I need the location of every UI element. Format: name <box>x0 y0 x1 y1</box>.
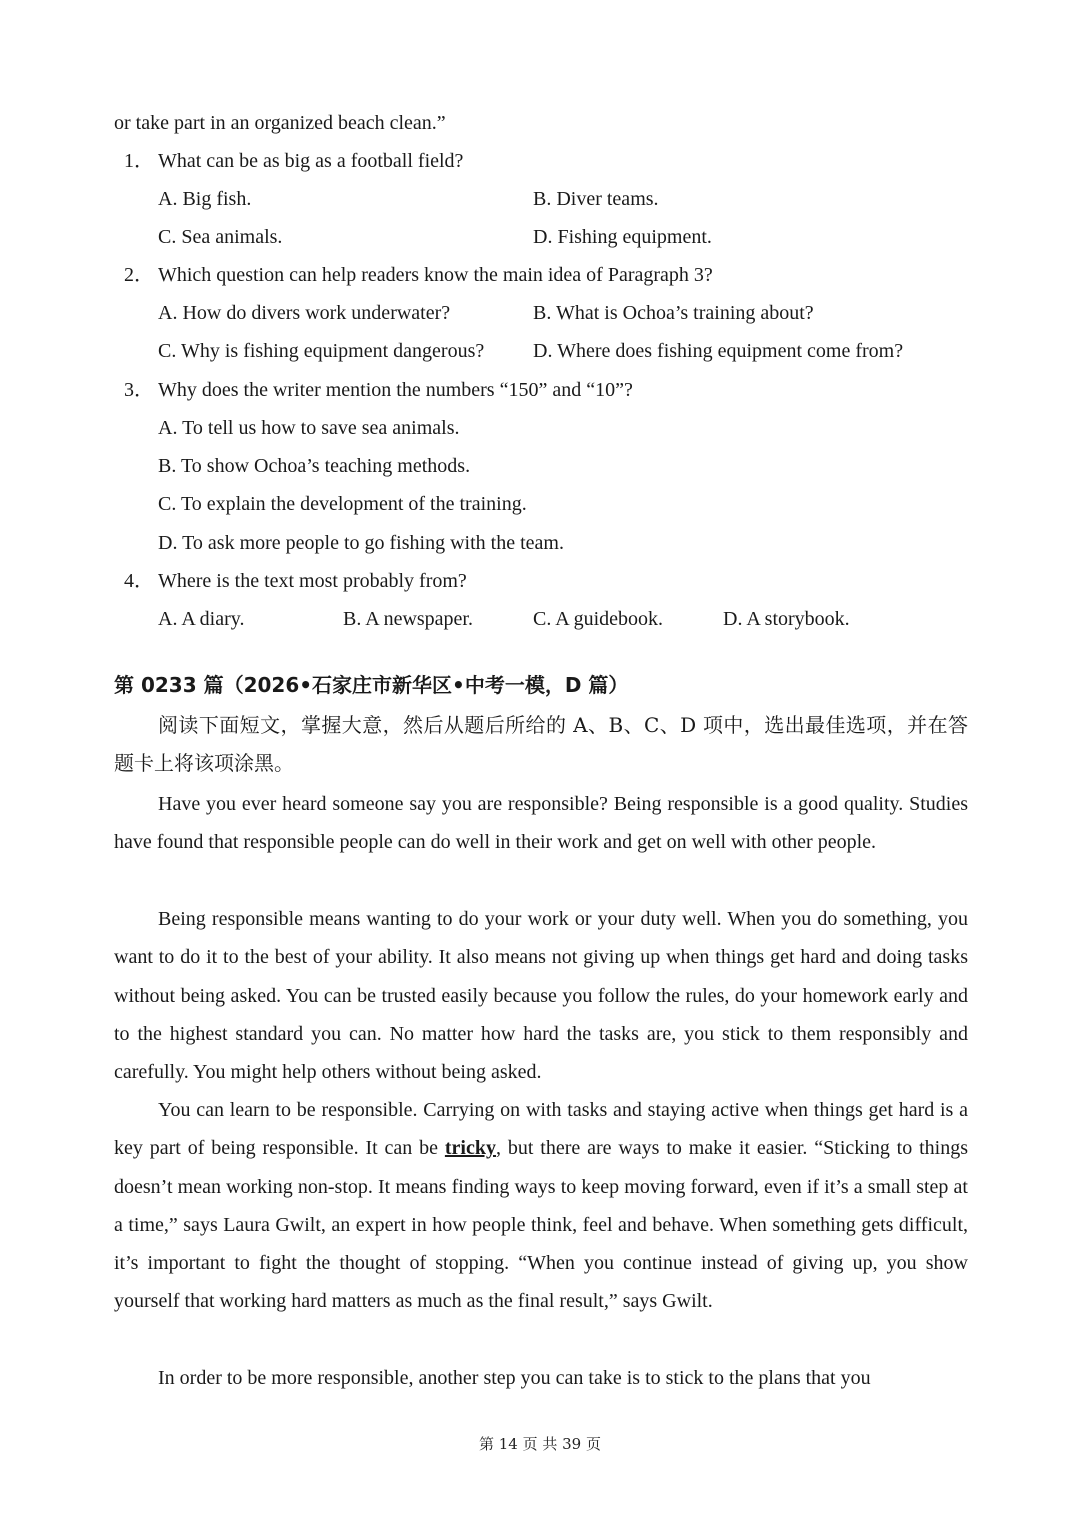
option-1a: A. Big fish. <box>158 188 252 210</box>
option-3d: D. To ask more people to go fishing with the team. <box>158 532 564 554</box>
option-4d: D. A storybook. <box>723 608 850 630</box>
option-2a: A. How do divers work underwater? <box>158 302 451 324</box>
passage-paragraph-4: In order to be more responsible, another step you can take is to stick to the plans that you <box>158 1367 871 1389</box>
option-2b: B. What is Ochoa’s training about? <box>533 302 814 324</box>
option-4b: B. A newspaper. <box>343 608 473 630</box>
page-footer: 第 14 页 共 39 页 <box>478 1435 601 1453</box>
option-4c: C. A guidebook. <box>533 608 664 630</box>
question-text: Where is the text most probably from? <box>158 570 467 592</box>
underlined-word-tricky: tricky <box>444 1137 496 1160</box>
question-4 <box>124 562 467 600</box>
section-heading <box>114 666 628 704</box>
carryover-line: or take part in an organized beach clean.” <box>114 112 446 134</box>
option-3b: B. To show Ochoa’s teaching methods. <box>158 455 471 477</box>
option-3a: A. To tell us how to save sea animals. <box>158 417 460 439</box>
paragraph-3-start: You can learn to be responsible. Carrying on with tasks and staying active when things get hard is a key part of being responsible. It can be <box>114 1099 968 1160</box>
question-2 <box>124 256 713 294</box>
passage-paragraph-1: Have you ever heard someone say you are responsible? Being responsible is a good quality. Studies have found that responsible people can do well in their work and get on well with other people. <box>114 793 968 854</box>
question-3 <box>124 371 633 409</box>
question-text: Which question can help readers know the main idea of Paragraph 3? <box>158 264 713 286</box>
question-number: 4． <box>124 570 154 592</box>
option-1b: B. Diver teams. <box>533 188 659 210</box>
option-2c: C. Why is fishing equipment dangerous? <box>158 340 485 362</box>
question-number: 2． <box>124 264 154 286</box>
option-1d: D. Fishing equipment. <box>533 226 712 248</box>
question-1 <box>124 142 463 180</box>
paragraph-3-rest: , but there are ways to make it easier. “Sticking to things doesn’t mean working non-stop. It means finding ways to keep moving forward, even if it’s a small step at a time,” says Laura Gwilt, an expert in how people think, feel and behave. When something gets difficult, it’s important to fight the thought of stopping. “When you continue instead of giving up, you show yourself that working hard matters as much as the final result,” says Gwilt. <box>114 1137 968 1313</box>
option-3c: C. To explain the development of the training. <box>158 493 527 515</box>
question-text: Why does the writer mention the numbers “150” and “10”? <box>158 379 633 401</box>
section-prefix: 第 0233 篇 <box>114 673 224 697</box>
question-number: 3． <box>124 379 154 401</box>
passage-paragraph-3 <box>114 1091 968 1321</box>
section-source: （2026•石家庄市新华区•中考一模，D 篇） <box>223 673 629 697</box>
question-text: What can be as big as a football field? <box>158 150 464 172</box>
passage-paragraph-2: Being responsible means wanting to do your work or your duty well. When you do something, you want to do it to the best of your ability. It also means not giving up when things get hard and doing tasks without being asked. You can be trusted easily because you follow the rules, do your homework early and to the highest standard you can. No matter how hard the tasks are, you stick to them responsibly and carefully. You might help others without being asked. <box>114 908 968 1083</box>
option-4a: A. A diary. <box>158 608 245 630</box>
instruction-text: 阅读下面短文，掌握大意，然后从题后所给的 A、B、C、D 项中，选出最佳选项，并在答题卡上将该项涂黑。 <box>114 713 968 775</box>
option-1c: C. Sea animals. <box>158 226 283 248</box>
option-2d: D. Where does fishing equipment come from? <box>533 340 904 362</box>
question-number: 1． <box>124 150 154 172</box>
